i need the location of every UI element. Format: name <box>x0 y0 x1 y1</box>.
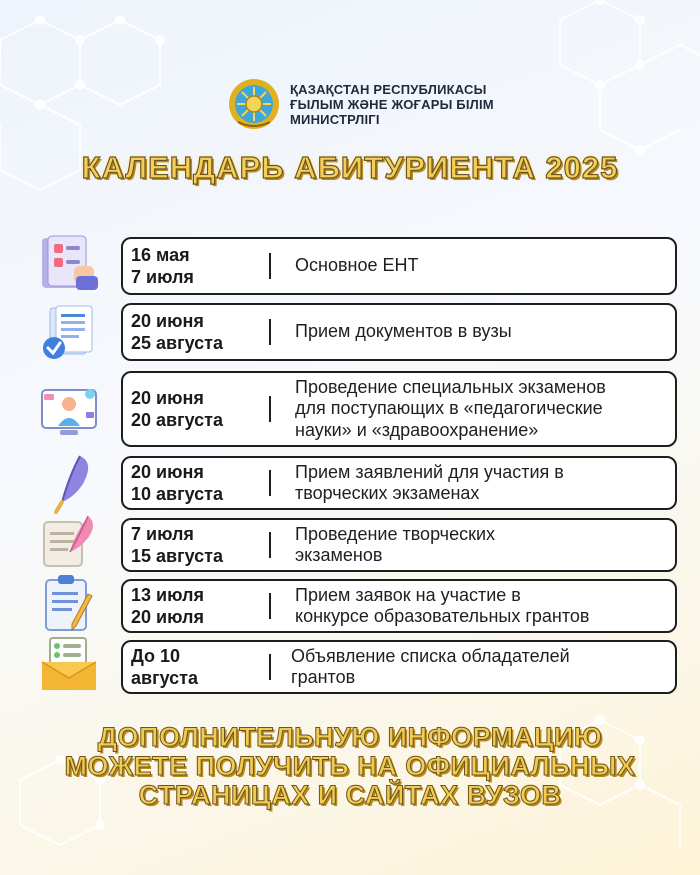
date-end: 20 августа <box>131 410 223 430</box>
scroll-quill-icon <box>36 512 102 574</box>
date-end: августа <box>131 668 198 688</box>
schedule-row <box>121 456 677 510</box>
footer-line: ДОПОЛНИТЕЛЬНУЮ ИНФОРМАЦИЮ <box>97 722 603 752</box>
description-line: для поступающих в «педагогические <box>295 398 603 419</box>
schedule-row <box>121 237 677 295</box>
schedule-dates <box>123 645 269 689</box>
description-line: Прием заявок на участие в <box>295 584 521 605</box>
description-line: конкурсе образовательных грантов <box>295 606 590 626</box>
description-line: грантов <box>291 667 356 687</box>
schedule-row <box>121 371 677 447</box>
schedule-row <box>121 579 677 633</box>
date-end: 10 августа <box>131 484 223 504</box>
schedule-description <box>295 377 606 442</box>
separator <box>269 253 271 279</box>
date-start: 20 июня <box>131 311 204 331</box>
separator <box>269 396 271 422</box>
schedule-dates <box>123 244 269 288</box>
date-start: 13 июля <box>131 585 204 605</box>
schedule-dates <box>123 523 269 567</box>
page-title: КАЛЕНДАРЬ АБИТУРИЕНТА 2025 <box>81 150 619 185</box>
quill-pen-icon <box>36 452 102 514</box>
envelope-list-icon <box>36 634 102 696</box>
ministry-line: ҚАЗАҚСТАН РЕСПУБЛИКАСЫ <box>290 81 487 97</box>
schedule-row <box>121 640 677 694</box>
schedule-dates <box>123 461 269 505</box>
footer-line: МОЖЕТЕ ПОЛУЧИТЬ НА ОФИЦИАЛЬНЫХ <box>64 751 636 781</box>
date-start: До 10 <box>131 646 181 666</box>
documents-check-icon <box>36 302 102 364</box>
separator <box>269 593 271 619</box>
ministry-line: ҒЫЛЫМ ЖӘНЕ ЖОҒАРЫ БІЛІМ <box>290 96 494 112</box>
ministry-name <box>290 82 494 127</box>
date-end: 25 августа <box>131 333 223 353</box>
test-form-icon <box>36 232 102 294</box>
separator <box>269 532 271 558</box>
schedule-row <box>121 303 677 361</box>
description-line: науки» и «здравоохранение» <box>295 419 539 440</box>
ministry-header <box>228 78 494 130</box>
schedule-description <box>295 585 589 628</box>
date-start: 7 июля <box>131 524 194 544</box>
description-line: Объявление списка обладателей <box>291 645 570 666</box>
schedule-description <box>295 255 418 277</box>
date-start: 16 мая <box>131 245 190 265</box>
date-end: 15 августа <box>131 546 223 566</box>
schedule-row <box>121 518 677 572</box>
footer-note <box>0 723 700 810</box>
schedule-dates <box>123 387 269 431</box>
separator <box>269 654 271 680</box>
description-line: Основное ЕНТ <box>295 255 419 276</box>
description-line: Проведение специальных экзаменов <box>295 376 606 397</box>
schedule-description <box>295 321 512 343</box>
kazakhstan-emblem-icon <box>228 78 280 130</box>
schedule-description <box>295 524 495 567</box>
separator <box>269 319 271 345</box>
description-line: экзаменов <box>295 545 383 565</box>
footer-line: СТРАНИЦАХ И САЙТАХ ВУЗОВ <box>138 780 562 810</box>
description-line: Проведение творческих <box>295 523 496 544</box>
date-end: 7 июля <box>131 267 194 287</box>
schedule-description <box>291 646 570 689</box>
date-end: 20 июля <box>131 607 204 627</box>
description-line: творческих экзаменах <box>295 483 480 503</box>
date-start: 20 июня <box>131 462 204 482</box>
description-line: Прием заявлений для участия в <box>295 461 564 482</box>
schedule-dates <box>123 310 269 354</box>
ministry-line: МИНИСТРЛІГІ <box>290 111 380 127</box>
separator <box>269 470 271 496</box>
online-doctor-icon <box>36 382 102 444</box>
description-line: Прием документов в вузы <box>295 321 512 342</box>
date-start: 20 июня <box>131 388 204 408</box>
schedule-dates <box>123 584 269 628</box>
clipboard-pencil-icon <box>36 572 102 634</box>
schedule-description <box>295 462 564 505</box>
